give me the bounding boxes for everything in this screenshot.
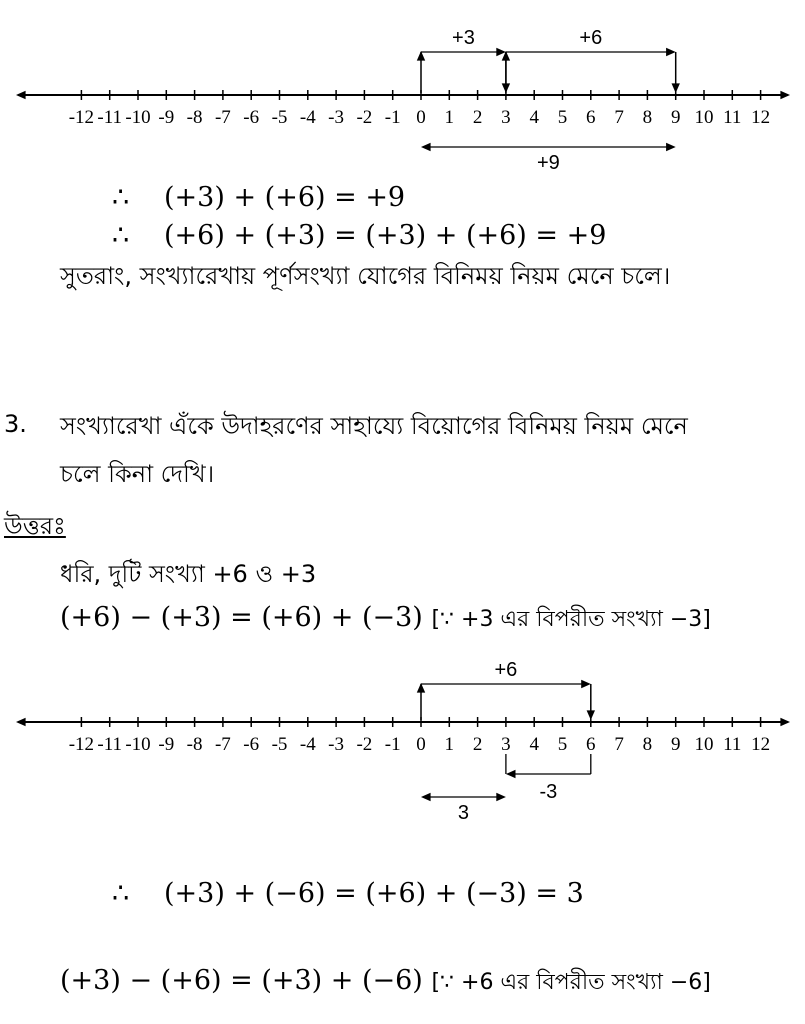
tick-label: -1 — [384, 734, 401, 755]
tick-label: -3 — [328, 107, 345, 128]
tick-label: -10 — [125, 734, 151, 755]
tick-label: 11 — [723, 734, 742, 755]
drop-arrow-icon — [587, 710, 595, 720]
tick-label: 7 — [614, 107, 624, 128]
tick-label: 0 — [416, 734, 426, 755]
tick-label: -3 — [328, 734, 345, 755]
tick-label: -6 — [243, 734, 260, 755]
tick-label: 12 — [751, 734, 771, 755]
tick-label: 6 — [586, 107, 596, 128]
equation-2-text: (+6) + (+3) = (+3) + (+6) = +9 — [164, 220, 607, 251]
question-line-1: সংখ্যারেখা এঁকে উদাহরণের সাহায্যে বিয়োগের বিনিময় নিয়ম মেনে — [60, 412, 688, 440]
tick-label: -2 — [356, 107, 373, 128]
tick-label: -12 — [68, 107, 95, 128]
span-right-arrow-icon — [496, 793, 506, 801]
tick-label: -9 — [158, 734, 175, 755]
tick-label: -8 — [186, 107, 203, 128]
equation-4-note: [∵ +6 এর বিপরীত সংখ্যা −6] — [431, 970, 711, 995]
answer-equation-main: (+6) − (+3) = (+6) + (−3) — [60, 602, 423, 633]
bracket-label: -3 — [539, 781, 558, 803]
answer-intro: ধরি, দুটি সংখ্যা +6 ও +3 — [60, 560, 317, 588]
tick-label: -4 — [299, 107, 316, 128]
axis-left-arrow-icon — [16, 718, 26, 726]
tick-label: -4 — [299, 734, 316, 755]
tick-label: 3 — [501, 734, 511, 755]
span-left-arrow-icon — [421, 793, 431, 801]
tick-label: -11 — [97, 734, 123, 755]
axis-right-arrow-icon — [780, 91, 790, 99]
number-line-1 — [0, 22, 805, 182]
number-line-2-svg — [0, 652, 805, 822]
tick-label: -11 — [97, 107, 123, 128]
tick-label: 4 — [529, 734, 539, 755]
tick-label: 2 — [472, 107, 483, 128]
equation-4 — [60, 965, 711, 1002]
tick-label: 8 — [642, 734, 653, 755]
tick-label: 10 — [694, 107, 714, 128]
number-line-2 — [0, 652, 805, 822]
tick-label: -12 — [68, 734, 95, 755]
question-number: 3. — [4, 410, 27, 438]
tick-label: -7 — [214, 107, 231, 128]
tick-label: 5 — [557, 107, 568, 128]
equation-2 — [112, 220, 606, 251]
tick-label: -1 — [384, 107, 401, 128]
jump-label: +6 — [579, 27, 603, 49]
answer-equation — [60, 602, 711, 639]
equation-1-text: (+3) + (+6) = +9 — [164, 182, 406, 213]
tick-label: 8 — [642, 107, 653, 128]
span-label: 3 — [457, 802, 470, 822]
span-right-arrow-icon — [666, 143, 676, 151]
equation-4-main: (+3) − (+6) = (+3) + (−6) — [60, 965, 423, 996]
tick-label: 11 — [723, 107, 742, 128]
tick-label: -5 — [271, 107, 288, 128]
therefore-symbol: ∴ — [112, 182, 130, 213]
axis-left-arrow-icon — [16, 91, 26, 99]
tick-label: -2 — [356, 734, 373, 755]
equation-3 — [112, 878, 584, 909]
jump-arrow-icon — [581, 680, 591, 688]
tick-label: 6 — [586, 734, 596, 755]
span-left-arrow-icon — [421, 143, 431, 151]
bracket-arrow-icon — [506, 770, 516, 778]
equation-3-text: (+3) + (−6) = (+6) + (−3) = 3 — [164, 878, 584, 909]
tick-label: -6 — [243, 107, 260, 128]
tick-label: -8 — [186, 734, 203, 755]
conclusion-text: সুতরাং, সংখ্যারেখায় পূর্ণসংখ্যা যোগের বিনিময় নিয়ম মেনে চলে। — [60, 262, 671, 290]
equation-1 — [112, 182, 405, 213]
jump-arrow-icon — [666, 48, 676, 56]
tick-label: 9 — [670, 107, 681, 128]
therefore-symbol: ∴ — [112, 878, 130, 909]
answer-label: উত্তরঃ — [4, 512, 66, 540]
tick-label: 4 — [529, 107, 539, 128]
answer-equation-note: [∵ +3 এর বিপরীত সংখ্যা −3] — [431, 607, 711, 632]
tick-label: -10 — [125, 107, 151, 128]
jump-label: +3 — [452, 27, 475, 49]
tick-label: 10 — [694, 734, 714, 755]
question-line-2: চলে কিনা দেখি। — [60, 460, 215, 488]
tick-label: 12 — [751, 107, 771, 128]
span-label: +9 — [536, 152, 560, 174]
tick-label: 1 — [444, 107, 455, 128]
tick-label: 7 — [614, 734, 624, 755]
number-line-1-svg — [0, 22, 805, 182]
axis-right-arrow-icon — [780, 718, 790, 726]
drop-arrow-icon — [672, 83, 680, 93]
tick-label: 9 — [670, 734, 681, 755]
tick-label: 3 — [501, 107, 511, 128]
tick-label: -5 — [271, 734, 288, 755]
tick-label: 2 — [472, 734, 483, 755]
therefore-symbol: ∴ — [112, 220, 130, 251]
tick-label: 5 — [557, 734, 568, 755]
tick-label: 1 — [444, 734, 455, 755]
tick-label: 0 — [416, 107, 426, 128]
jump-label: +6 — [494, 659, 518, 681]
tick-label: -7 — [214, 734, 231, 755]
tick-label: -9 — [158, 107, 175, 128]
